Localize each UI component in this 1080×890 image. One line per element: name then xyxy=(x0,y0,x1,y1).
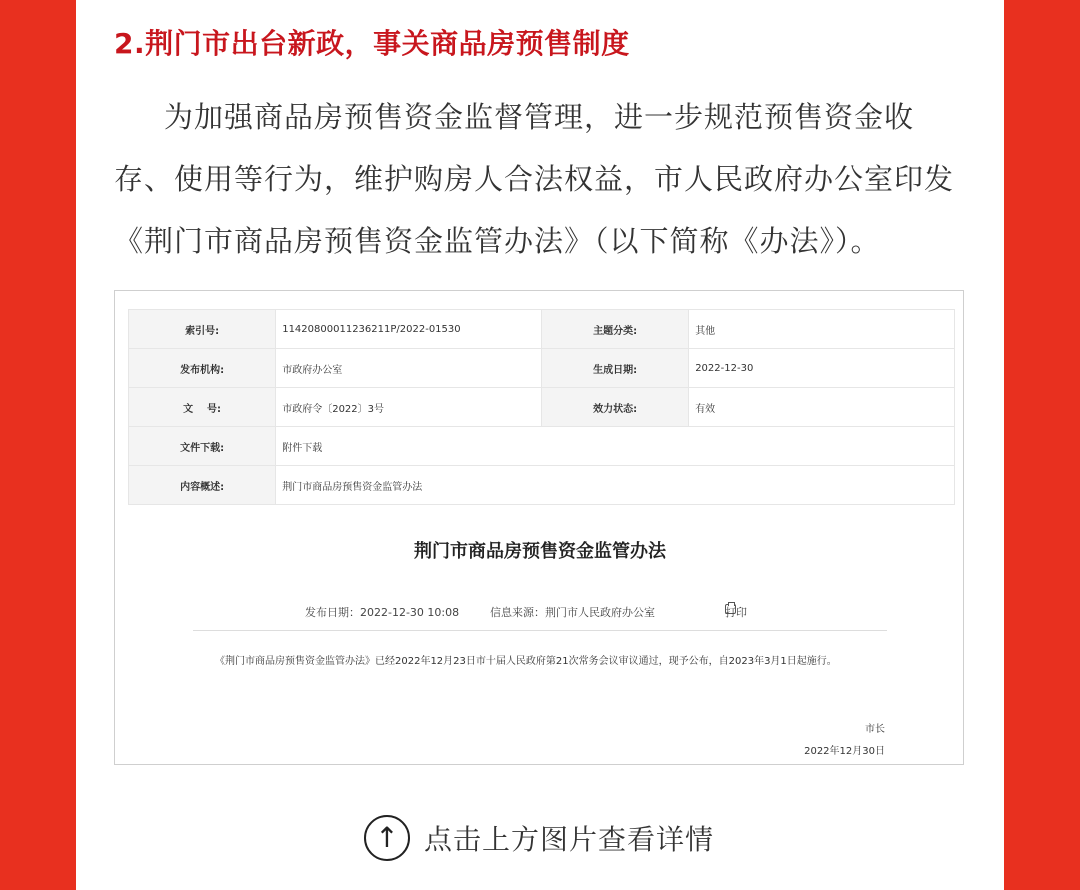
table-row xyxy=(129,349,955,388)
info-source: 信息来源：荆门市人民政府办公室 xyxy=(490,606,655,619)
created-date-label: 生成日期: xyxy=(541,349,688,388)
publisher-value: 市政府办公室 xyxy=(276,349,542,388)
document-screenshot[interactable] xyxy=(114,290,964,765)
print-label: 打印 xyxy=(725,606,747,619)
document-title: 荆门市商品房预售资金监管办法 xyxy=(414,541,666,562)
right-red-band xyxy=(1004,0,1080,890)
document-signature xyxy=(804,719,885,763)
publish-date: 发布日期：2022-12-30 10:08 xyxy=(305,606,460,619)
left-red-band xyxy=(0,0,76,890)
doc-number-label: 文 号: xyxy=(129,388,276,427)
table-row xyxy=(129,310,955,349)
doc-number-value: 市政府令〔2022〕3号 xyxy=(276,388,542,427)
view-details-cta[interactable] xyxy=(364,815,714,861)
summary-value: 荆门市商品房预售资金监管办法 xyxy=(276,466,955,505)
status-label: 效力状态: xyxy=(541,388,688,427)
sign-date: 2022年12月30日 xyxy=(804,746,885,757)
category-label: 主题分类: xyxy=(541,310,688,349)
table-row xyxy=(129,466,955,505)
download-link[interactable]: 附件下载 xyxy=(276,427,955,466)
divider xyxy=(193,630,887,631)
table-row xyxy=(129,388,955,427)
arrow-up-circle-icon: ↑ xyxy=(364,815,410,861)
section-title: 2.荆门市出台新政，事关商品房预售制度 xyxy=(114,27,630,60)
document-body: 《荆门市商品房预售资金监管办法》已经2022年12月23日市十届人民政府第21次常务会议审议通过，现予公布，自2023年3月1日起施行。 xyxy=(215,656,837,667)
category-value: 其他 xyxy=(689,310,955,349)
index-value: 11420800011236211P/2022-01530 xyxy=(276,310,542,349)
table-row xyxy=(129,427,955,466)
document-info-table xyxy=(128,309,955,505)
intro-paragraph: 为加强商品房预售资金监督管理，进一步规范预售资金收存、使用等行为，维护购房人合法权益，市人民政府办公室印发《荆门市商品房预售资金监管办法》（以下简称《办法》）。 xyxy=(114,100,955,258)
status-value: 有效 xyxy=(689,388,955,427)
signer-title: 市长 xyxy=(865,724,885,735)
created-date-value: 2022-12-30 xyxy=(689,349,955,388)
content-panel xyxy=(76,0,1004,890)
publisher-label: 发布机构: xyxy=(129,349,276,388)
cta-text: 点击上方图片查看详情 xyxy=(424,823,715,856)
summary-label: 内容概述: xyxy=(129,466,276,505)
download-label: 文件下载: xyxy=(129,427,276,466)
index-label: 索引号: xyxy=(129,310,276,349)
